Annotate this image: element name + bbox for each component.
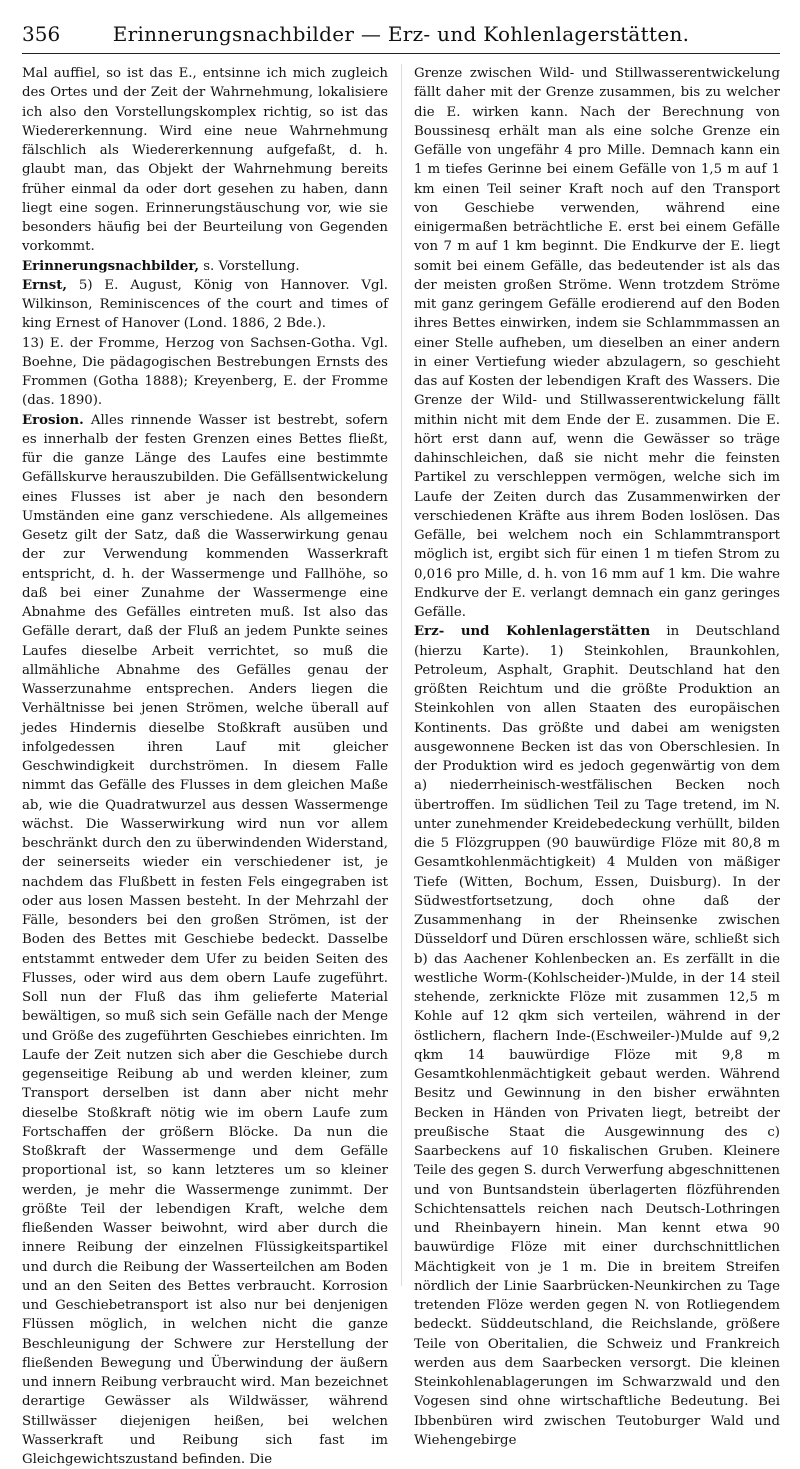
lemma: Ernst, (22, 278, 67, 293)
lemma: Erosion. (22, 413, 84, 428)
entry: Erz- und Kohlenlagerstätten in Deutschland (hierzu Karte). 1) Steinkohlen, Braunkohlen, Petroleum, Asphalt, Graphit. Deutschland hat den größten Reichtum und die größte Produktion an Steinkohlen von allen Staaten des europäischen Kontinents. Das größte und dabei am wenigsten ausgewonnene Becken ist das von Oberschlesien. In der Produktion wird es jedoch gegenwärtig von dem a) niederrheinisch-westfälischen Becken noch übertroffen. Im südlichen Teil zu Tage tretend, im N. unter zunehmender Kreidebedeckung verhüllt, bilden die 5 Flözgruppen (90 bauwürdige Flöze mit 80,8 m Gesamtkohlenmächtigkeit) 4 Mulden von mäßiger Tiefe (Witten, Bochum, Essen, Duisburg). In der Südwestfortsetzung, doch ohne daß der Zusammenhang in der Rheinsenke zwischen Düsseldorf und Düren erschlossen wäre, schließt sich b) das Aachener Kohlenbecken an. Es zerfällt in die westliche Worm-(Kohlscheider-)Mulde, in der 14 steil stehende, zerknickte Flöze mit zusammen 12,5 m Kohle auf 12 qkm sich verteilen, während in der östlichern, flachern Inde-(Eschweiler-)Mulde auf 9,2 qkm 14 bauwürdige Flöze mit 9,8 m Gesamtkohlenmächtigkeit gebaut werden. Während Besitz und Gewinnung in den bisher erwähnten Becken in Händen von Privaten liegt, betreibt der preußische Staat die Ausgewinnung des c) Saarbeckens auf 10 fiskalischen Gruben. Kleinere Teile des gegen S. durch Verwerfung abgeschnittenen und von Buntsandstein überlagerten flözführenden Schichtensattels reichen nach Deutsch-Lothringen und Rheinbayern hinein. Man kennt etwa 90 bauwürdige Flöze mit einer durchschnittlichen Mächtigkeit von je 1 m. Die in breitem Streifen nördlich der Linie Saarbrücken-Neunkirchen zu Tage tretenden Flöze werden gegen N. von Rotliegendem bedeckt. Süddeutschland, die Reichslande, größere Teile von Oberitalien, die Schweiz und Frankreich werden aus dem Saarbecken versorgt. Die kleinen Steinkohlenablagerungen im Schwarzwald und den Vogesen sind ohne wirtschaftliche Bedeutung. Bei Ibbenbüren wird zwischen Teutoburger Wald und Wiehengebirge (414, 622, 780, 1450)
page-number: 356 (22, 22, 60, 46)
header-rule (22, 53, 780, 54)
lemma: Erinnerungsnachbilder, (22, 259, 199, 274)
entry: Ernst, 5) E. August, König von Hannover. Vgl. Wilkinson, Reminiscences of the court and times of king Ernest of Hanover (Lond. 1886, 2 Bde.). (22, 276, 388, 334)
paragraph: 13) E. der Fromme, Herzog von Sachsen-Gotha. Vgl. Boehne, Die pädagogischen Bestrebungen Ernsts des Frommen (Gotha 1888); Kreyenberg, E. der Fromme (das. 1890). (22, 334, 388, 411)
paragraph: Mal auffiel, so ist das E., entsinne ich mich zugleich des Ortes und der Zeit der Wahrnehmung, lokalisiere ich also den Vorstellungskomplex richtig, so ist das Wiedererkennung. Wird eine neue Wahrnehmung fälschlich als Wiedererkennung aufgefaßt, d. h. glaubt man, das Objekt der Wahrnehmung bereits früher einmal da oder dort gesehen zu haben, dann liegt eine sogen. Erinnerungstäuschung vor, wie sie besonders häufig bei der Beurteilung von Gegenden vorkommt. (22, 64, 388, 257)
column-divider (401, 64, 402, 1286)
lemma: Erz- und Kohlenlagerstätten (414, 624, 650, 639)
entry: Erosion. Alles rinnende Wasser ist bestrebt, sofern es innerhalb der festen Grenzen eines Bettes fließt, für die ganze Länge des Laufes eine bestimmte Gefällskurve herauszubilden. Die Gefällsentwickelung eines Flusses ist aber je nach den besondern Umständen eine ganz verschiedene. Als allgemeines Gesetz gilt der Satz, daß die Wasserwirkung genau der zur Verwendung kommenden Wasserkraft entspricht, d. h. der Wassermenge und Fallhöhe, so daß bei einer Zunahme der Wassermenge eine Abnahme des Gefälles eintreten muß. Ist also das Gefälle derart, daß der Fluß an jedem Punkte seines Laufes dieselbe Arbeit verrichtet, so muß die allmähliche Abnahme des Gefälles genau der Wasserzunahme entsprechen. Anders liegen die Verhältnisse bei jenen Strömen, welche überall auf jedes Hindernis dieselbe Stoßkraft ausüben und infolgedessen ihren Lauf mit gleicher Geschwindigkeit durchströmen. In diesem Falle nimmt das Gefälle des Flusses in dem gleichen Maße ab, wie die Quadratwurzel aus dessen Wassermenge wächst. Die Wasserwirkung wird nun vor allem beschränkt durch den zu überwindenden Widerstand, der seinerseits wieder ein verschiedener ist, je nachdem das Flußbett in festen Fels eingegraben ist oder aus losen Massen besteht. In der Mehrzahl der Fälle, besonders bei den großen Strömen, ist der Boden des Bettes mit Geschiebe bedeckt. Dasselbe entstammt entweder dem Ufer zu beiden Seiten des Flusses, oder wird aus dem obern Laufe zugeführt. Soll nun der Fluß das ihm gelieferte Material bewältigen, so muß sich sein Gefälle nach der Menge und Größe des zugeführten Geschiebes einrichten. Im Laufe der Zeit nutzen sich aber die Geschiebe durch gegenseitige Reibung ab und werden kleiner, zum Transport derselben ist dann aber nicht mehr dieselbe Stoßkraft nötig wie im obern Laufe zum Fortschaffen der größern Blöcke. Da nun die Stoßkraft der Wassermenge und dem Gefälle proportional ist, so kann letzteres um so kleiner werden, je mehr die Wassermenge zunimmt. Der größte Teil der lebendigen Kraft, welche dem fließenden Wasser beiwohnt, wird aber durch die innere Reibung der einzelnen Flüssigkeitspartikel und durch die Reibung der Wasserteilchen am Boden und an den Seiten des Bettes verbraucht. Korrosion und Geschiebetransport ist also nur bei denjenigen Flüssen möglich, in welchen nicht die ganze Beschleunigung der Schwere zur Herstellung der fließenden Bewegung und Überwindung der äußern und innern Reibung verbraucht wird. Man bezeichnet derartige Gewässer als Wildwässer, während Stillwässer diejenigen heißen, bei welchen Wasserkraft und Reibung sich fast im Gleichgewichtszustand befinden. Die (22, 411, 388, 1469)
left-column (22, 64, 388, 1286)
paragraph: Grenze zwischen Wild- und Stillwasserentwickelung fällt daher mit der Grenze zusammen, bis zu welcher die E. wirken kann. Nach der Berechnung von Boussinesq erhält man als eine solche Grenze ein Gefälle von ungefähr 4 pro Mille. Demnach kann ein 1 m tiefes Gerinne bei einem Gefälle von 1,5 m auf 1 km einen Teil seiner Kraft noch auf den Transport von Geschiebe verwenden, während eine einigermaßen beträchtliche E. erst bei einem Gefälle von 7 m auf 1 km beginnt. Die Endkurve der E. liegt somit bei einem Gefälle, das bedeutender ist als das der meisten großen Ströme. Wenn trotzdem Ströme mit ganz geringem Gefälle erodierend auf den Boden ihres Bettes einwirken, indem sie Schlammmassen an einer Stelle aufheben, um dieselben an einer andern in einer Vertiefung wieder abzulagern, so geschieht das auf Kosten der lebendigen Kraft des Wassers. Die Grenze der Wild- und Stillwasserentwickelung fällt mithin nicht mit dem Ende der E. zusammen. Die E. hört erst dann auf, wenn die Gewässer so träge dahinschleichen, daß sie nicht mehr die feinsten Partikel zu verschleppen vermögen, welche sich im Laufe der Zeiten durch das Zusammenwirken der verschiedenen Kräfte aus ihrem Boden loslösen. Das Gefälle, bei welchem noch ein Schlammtransport möglich ist, ergibt sich für einen 1 m tiefen Strom zu 0,016 pro Mille, d. h. von 16 mm auf 1 km. Die wahre Endkurve der E. verlangt demnach ein ganz geringes Gefälle. (414, 64, 780, 622)
running-head: Erinnerungsnachbilder — Erz- und Kohlenlagerstätten. (22, 22, 780, 46)
page-header (22, 14, 780, 54)
entry: Erinnerungsnachbilder, s. Vorstellung. (22, 257, 388, 276)
page-body (22, 58, 780, 1288)
right-column (414, 64, 780, 1286)
